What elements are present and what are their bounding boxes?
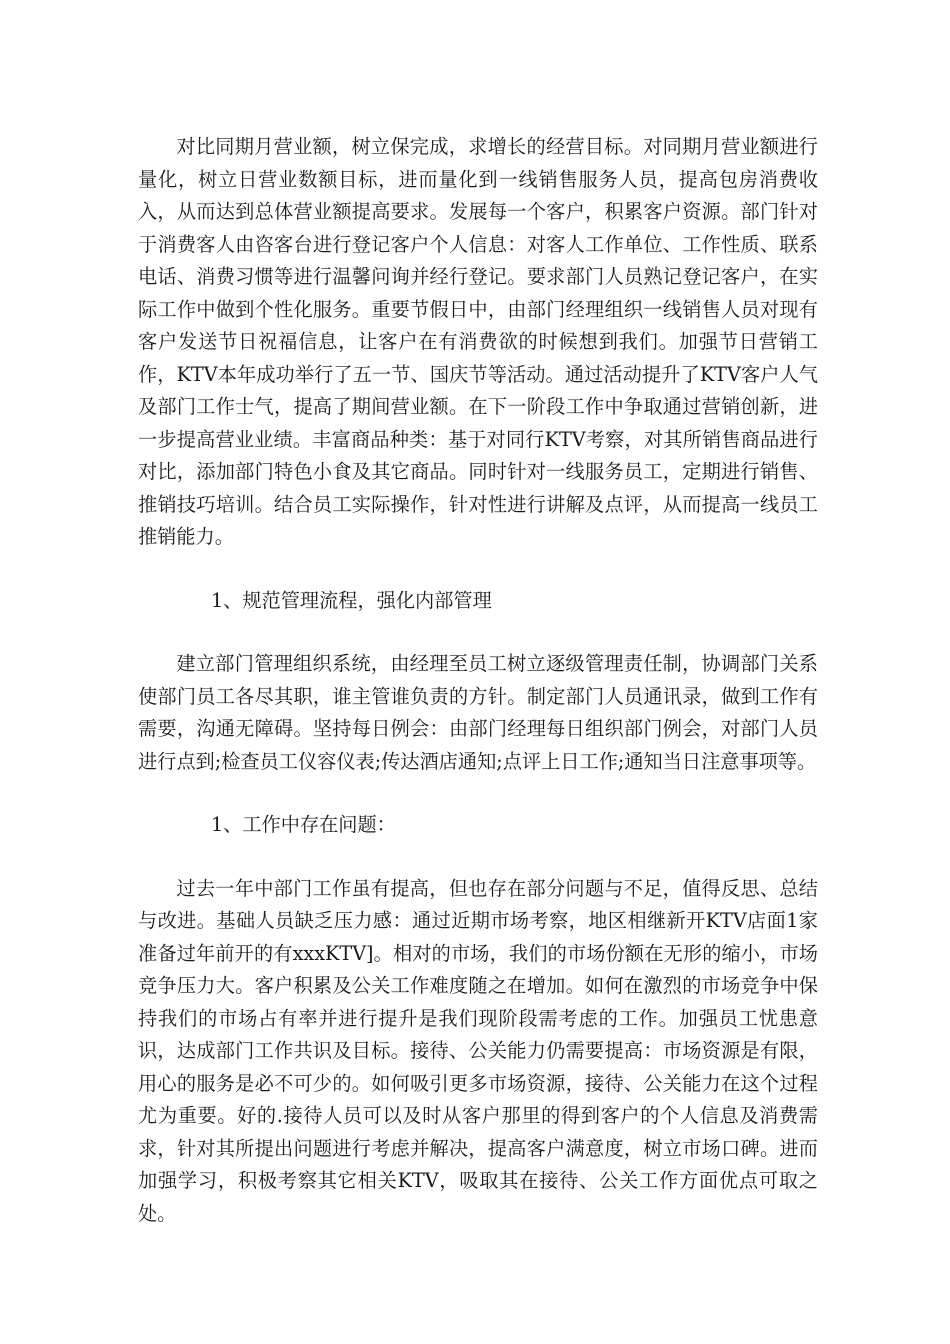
paragraph-spacer (138, 842, 818, 873)
section-heading-problems: 1、工作中存在问题： (210, 813, 396, 836)
paragraph-management: 建立部门管理组织系统，由经理至员工树立逐级管理责任制，协调部门关系使部门员工各尽其职，谁主管谁负责的方针。制定部门人员通讯录，做到工作有需要，沟通无障碍。坚持每日例会：由部门经理每日组织部门例会，对部门人员进行点到;检查员工仪容仪表;传达酒店通知;点评上日工作;通知当日注意事项等。 (138, 652, 818, 773)
paragraph-spacer (138, 778, 818, 809)
document-page (138, 131, 818, 1230)
paragraph-problems: 过去一年中部门工作虽有提高，但也存在部分问题与不足，值得反思、总结与改进。基础人员缺乏压力感：通过近期市场考察，地区相继新开KTV店面1家准备过年前开的有xxxKTV]。相对的市场，我们的市场份额在无形的缩小，市场竞争压力大。客户积累及公关工作难度随之在增加。如何在激烈的市场竞争中保持我们的市场占有率并进行提升是我们现阶段需考虑的工作。加强员工忧患意识，达成部门工作共识及目标。接待、公关能力仍需要提高：市场资源是有限，用心的服务是必不可少的。如何吸引更多市场资源，接待、公关能力在这个过程尤为重要。好的.接待人员可以及时从客户那里的得到客户的个人信息及消费需求，针对其所提出问题进行考虑并解决，提高客户满意度，树立市场口碑。进而加强学习，积极考察其它相关KTV，吸取其在接待、公关工作方面优点可取之处。 (138, 876, 818, 1225)
section-heading-management: 1、规范管理流程，强化内部管理 (210, 588, 492, 612)
paragraph-spacer (138, 617, 818, 648)
paragraph-intro: 对比同期月营业额，树立保完成，求增长的经营目标。对同期月营业额进行量化，树立日营业数额目标，进而量化到一线销售服务人员，提高包房消费收入，从而达到总体营业额提高要求。发展每一个客户，积累客户资源。部门针对于消费客人由咨客台进行登记客户个人信息：对客人工作单位、工作性质、联系电话、消费习惯等进行温馨问询并经行登记。要求部门人员熟记登记客户，在实际工作中做到个性化服务。重要节假日中，由部门经理组织一线销售人员对现有客户发送节日祝福信息，让客户在有消费欲的时候想到我们。加强节日营销工作，KTV本年成功举行了五一节、国庆节等活动。通过活动提升了KTV客户人气及部门工作士气，提高了期间营业额。在下一阶段工作中争取通过营销创新，进一步提高营业业绩。丰富商品种类：基于对同行KTV考察，对其所销售商品进行对比，添加部门特色小食及其它商品。同时针对一线服务员工，定期进行销售、推销技巧培训。结合员工实际操作，针对性进行讲解及点评，从而提高一线员工推销能力。 (138, 135, 818, 548)
paragraph-spacer (138, 554, 818, 585)
